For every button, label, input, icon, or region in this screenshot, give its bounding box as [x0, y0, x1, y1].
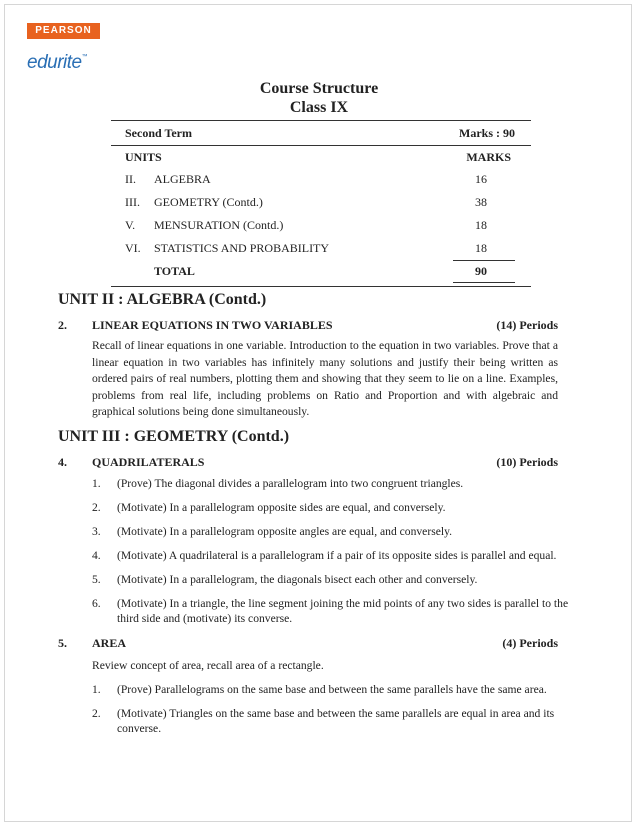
list-item-text: (Motivate) In a parallelogram, the diagonals bisect each other and conversely.: [117, 573, 478, 586]
section-number: 5.: [58, 636, 67, 650]
table-row-unit: ALGEBRA: [154, 172, 211, 186]
section-intro-text: Review concept of area, recall area of a rectangle.: [92, 659, 324, 672]
list-item-text: (Motivate) In a parallelogram opposite angles are equal, and conversely.: [117, 525, 453, 538]
table-row-marks: 18: [475, 241, 487, 255]
table-row-num: II.: [125, 172, 136, 186]
table-row-unit: GEOMETRY (Contd.): [154, 195, 263, 209]
list-item-number: 4.: [92, 549, 101, 562]
list-item-text: (Prove) Parallelograms on the same base and between the same parallels have the same area.: [117, 683, 547, 696]
section-description: Recall of linear equations in one variable. Introduction to the equation in two variables. Prove that a linear equation in two variables has infinitely many solutions and justify their being written as ordered pairs of real numbers, plotting them and showing that they seem to lie on a line. Examples, problems from real life, including problems on Ratio and Proportion and with algebraic and graphical solutions being done simultaneously.: [92, 339, 558, 418]
section-title: LINEAR EQUATIONS IN TWO VARIABLES: [92, 318, 333, 332]
list-item-number: 1.: [92, 477, 101, 490]
list-item-text: (Motivate) In a triangle, the line segment joining the mid points of any two sides is parallel to the third side and (motivate) its converse.: [117, 597, 569, 625]
total-bottom-rule: [453, 282, 515, 283]
term-label: Second Term: [125, 126, 193, 140]
table-row-num: III.: [125, 195, 140, 209]
list-item-number: 6.: [92, 597, 101, 610]
page-subtitle: Class IX: [289, 99, 349, 116]
total-top-rule: [453, 260, 515, 261]
table-header-rule: [111, 145, 531, 146]
unit3-heading: UNIT III : GEOMETRY (Contd.): [58, 428, 290, 445]
section-title: AREA: [92, 636, 127, 650]
section-periods: (14) Periods: [496, 318, 558, 332]
edurite-logo: [27, 52, 87, 74]
table-bottom-rule: [111, 286, 531, 287]
total-label: TOTAL: [154, 264, 195, 278]
pearson-logo: PEARSON: [27, 23, 100, 39]
table-row-unit: STATISTICS AND PROBABILITY: [154, 241, 330, 255]
list-item-number: 2.: [92, 501, 101, 514]
list-item-text: (Prove) The diagonal divides a parallelogram into two congruent triangles.: [117, 477, 464, 490]
unit2-heading: UNIT II : ALGEBRA (Contd.): [58, 291, 267, 308]
section-number: 2.: [58, 318, 67, 332]
list-item-number: 1.: [92, 683, 101, 696]
total-value: 90: [475, 264, 487, 278]
table-row-marks: 38: [475, 195, 487, 209]
table-row-marks: 16: [475, 172, 487, 186]
list-item-text: (Motivate) Triangles on the same base and between the same parallels are equal in area and its converse.: [117, 707, 555, 735]
marks-total-label: Marks : 90: [459, 126, 515, 140]
section-intro: [92, 658, 572, 673]
table-row-num: V.: [125, 218, 136, 232]
page-title: Course Structure: [259, 80, 379, 97]
list-item-number: 5.: [92, 573, 101, 586]
list-item-number: 2.: [92, 707, 101, 720]
section-title: QUADRILATERALS: [92, 455, 205, 469]
units-column-header: UNITS: [125, 150, 162, 164]
table-row-unit: MENSURATION (Contd.): [154, 218, 284, 232]
marks-column-header: MARKS: [466, 150, 511, 164]
trademark-mark: ™: [81, 54, 88, 60]
list-item-number: 3.: [92, 525, 101, 538]
table-row-marks: 18: [475, 218, 487, 232]
list-item-text: (Motivate) In a parallelogram opposite sides are equal, and conversely.: [117, 501, 446, 514]
list-item-text: (Motivate) A quadrilateral is a parallelogram if a pair of its opposite sides is parallel and equal.: [117, 549, 557, 562]
table-row-num: VI.: [125, 241, 141, 255]
section-number: 4.: [58, 455, 67, 469]
table-top-rule: [111, 120, 531, 121]
section-periods: (4) Periods: [502, 636, 558, 650]
section-periods: (10) Periods: [496, 455, 558, 469]
edurite-logo-text: edurite: [27, 52, 82, 73]
